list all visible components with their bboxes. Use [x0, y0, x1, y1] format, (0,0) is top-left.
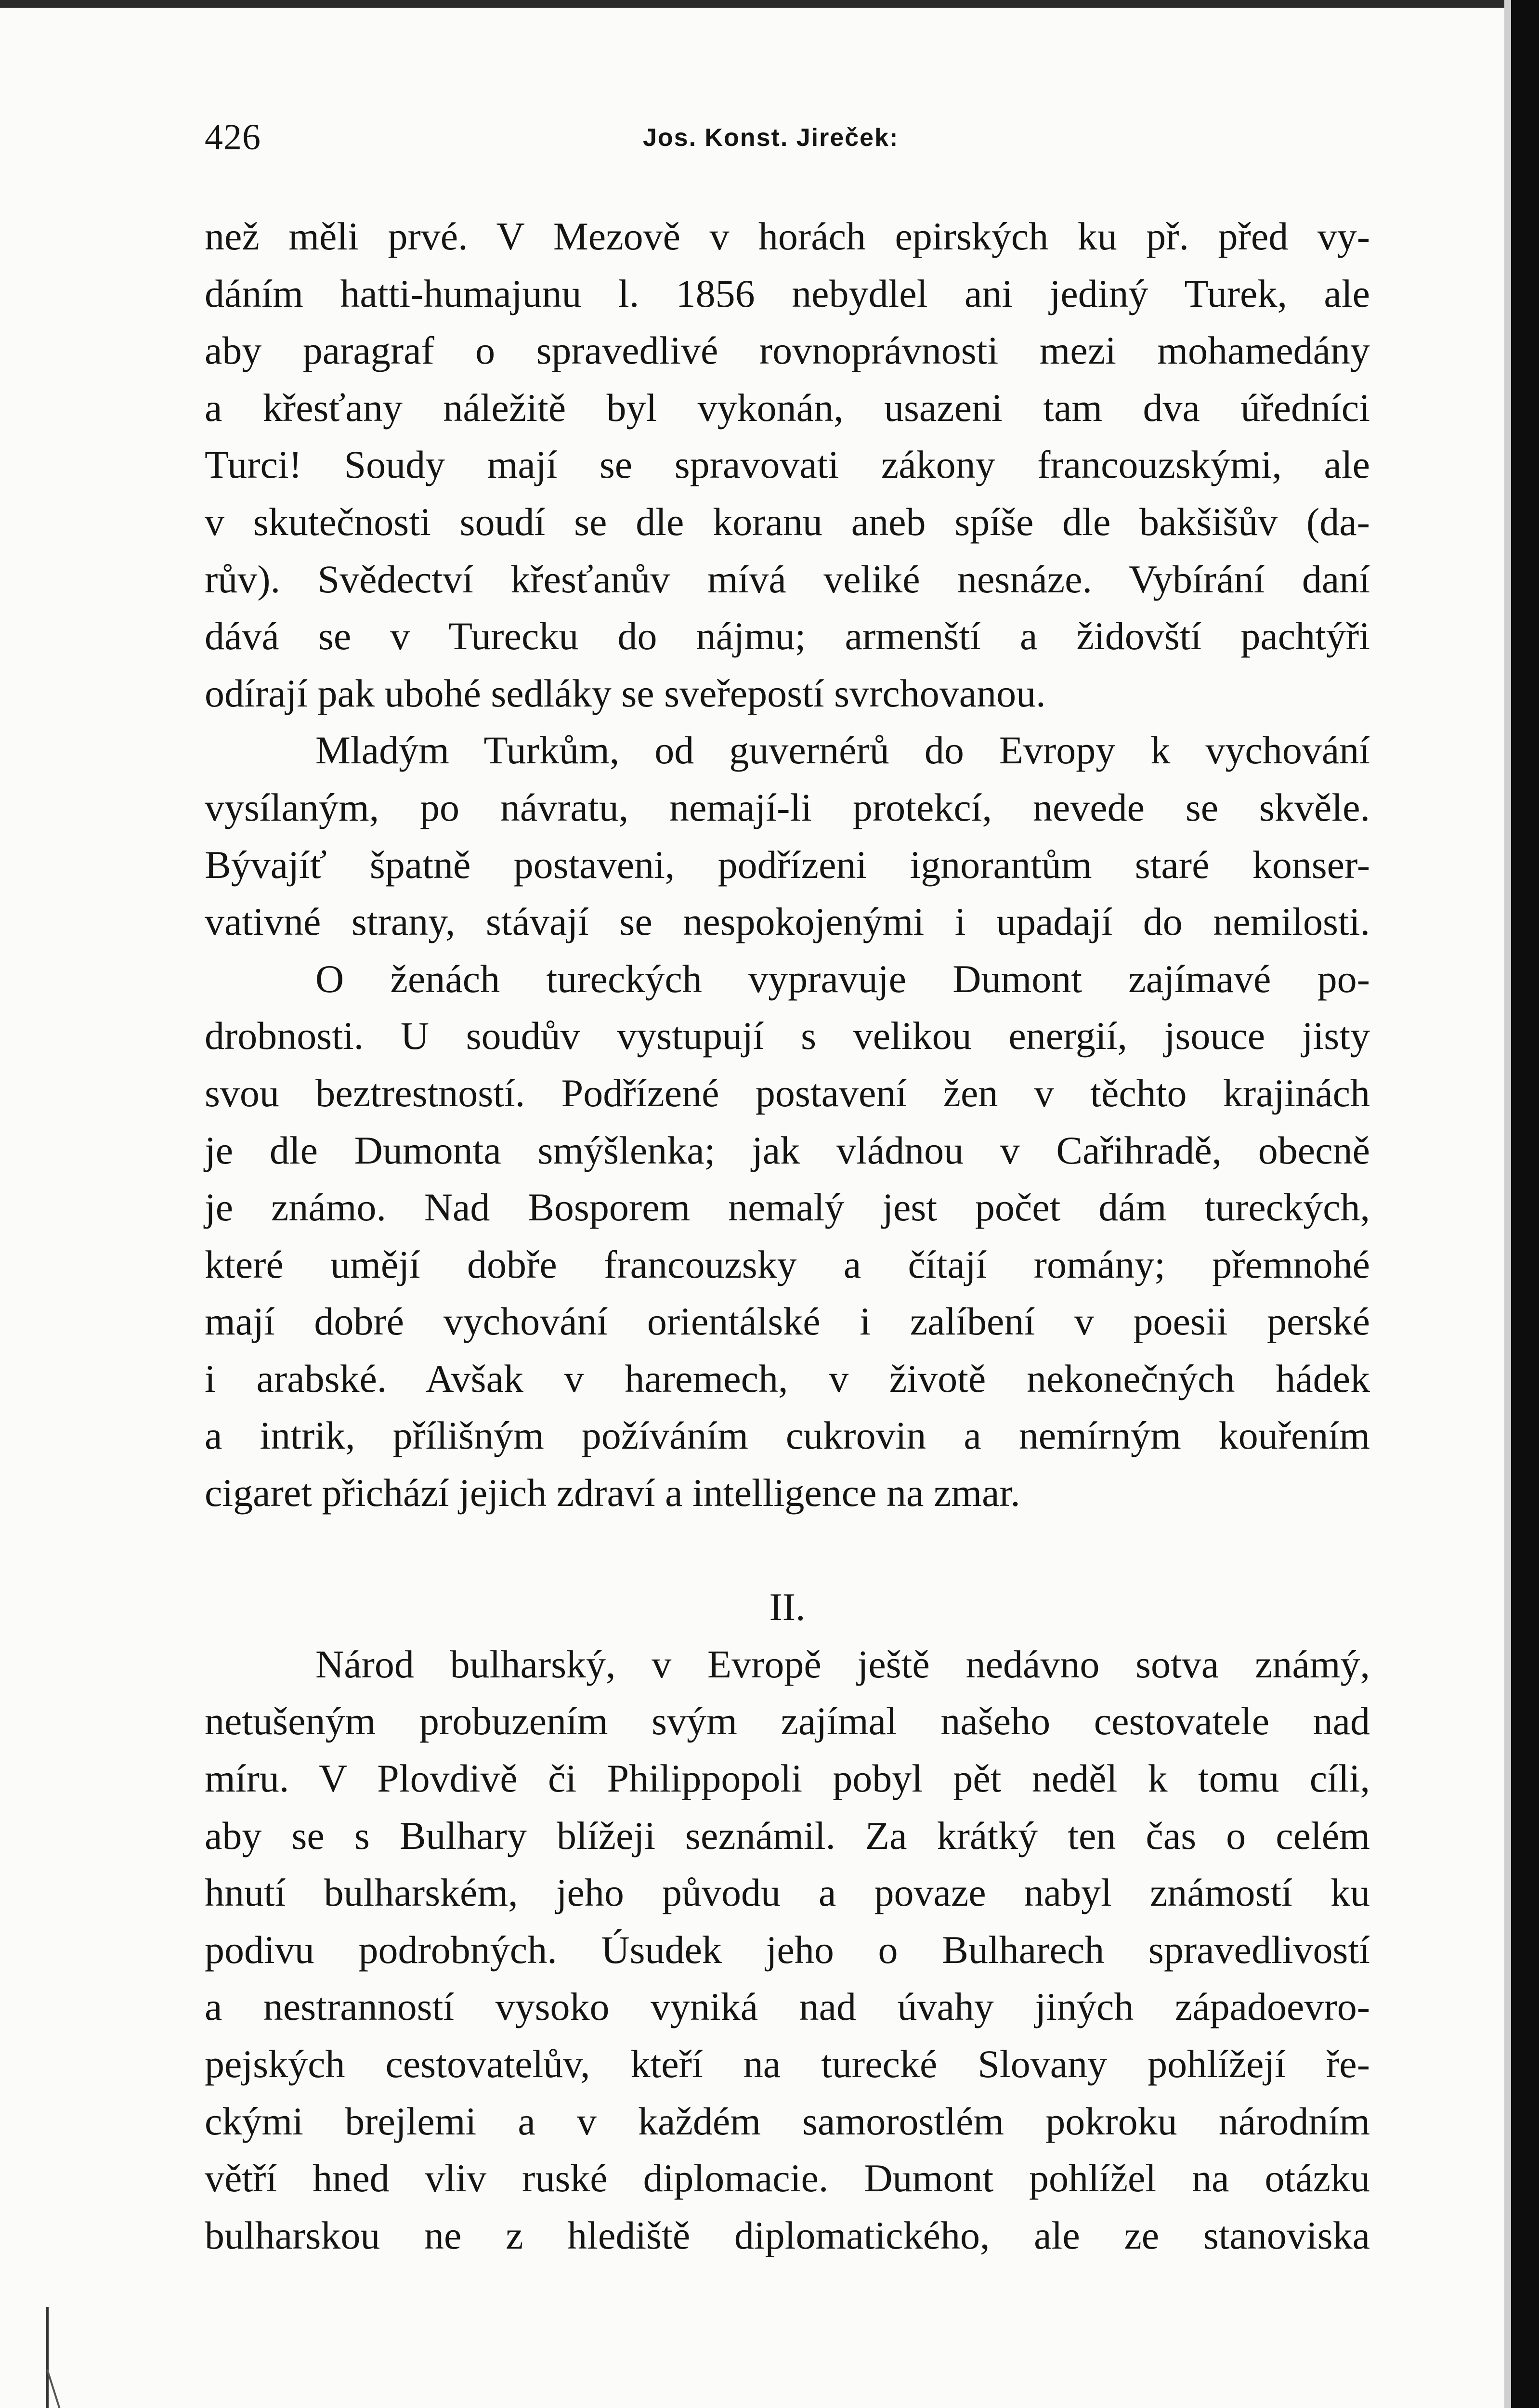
paragraph [205, 951, 1370, 1522]
text-line: svou beztrestností. Podřízené postavení žen v těchto krajinách [205, 1071, 1370, 1115]
page-body [205, 208, 1370, 2264]
text-line: hnutí bulharském, jeho původu a povaze nabyl známostí ku [205, 1871, 1370, 1915]
text-line: cigaret přichází jejich zdraví a intelligence na zmar. [205, 1471, 1020, 1515]
running-head: Jos. Konst. Jireček: [643, 124, 899, 152]
text-line: rův). Svědectví křesťanův mívá veliké nesnáze. Vybírání daní [205, 557, 1370, 601]
page-corner-fold [43, 2307, 77, 2408]
text-line: ckými brejlemi a v každém samorostlém pokroku národním [205, 2099, 1370, 2143]
text-line: bulharskou ne z hlediště diplomatického, ale ze stanoviska [205, 2213, 1370, 2257]
paragraph [205, 722, 1370, 950]
text-line: mají dobré vychování orientálské i zalíbení v poesii perské [205, 1299, 1370, 1344]
text-line: míru. V Plovdivě či Philippopoli pobyl pět neděl k tomu cíli, [205, 1756, 1370, 1801]
text-line: vysílaným, po návratu, nemají-li protekcí, nevede se skvěle. [205, 785, 1370, 829]
text-line: a intrik, přílišným požíváním cukrovin a nemírným kouřením [205, 1413, 1370, 1458]
text-line: než měli prvé. V Mezově v horách epirských ku př. před vy- [205, 214, 1370, 258]
text-line: pejských cestovatelův, kteří na turecké Slovany pohlížejí ře- [205, 2042, 1370, 2086]
scan-right-shadow [1504, 0, 1511, 2408]
text-line: netušeným probuzením svým zajímal našeho cestovatele nad [205, 1699, 1370, 1743]
text-line: je dle Dumonta smýšlenka; jak vládnou v Cařihradě, obecně [205, 1128, 1370, 1172]
text-line: aby se s Bulhary blížeji seznámil. Za krátký ten čas o celém [205, 1813, 1370, 1858]
text-line: Bývajíť špatně postaveni, podřízeni ignorantům staré konser- [205, 842, 1370, 887]
text-line: větří hned vliv ruské diplomacie. Dumont pohlížel na otázku [205, 2156, 1370, 2200]
text-line: dáním hatti-humajunu l. 1856 nebydlel ani jediný Turek, ale [205, 271, 1370, 315]
paragraph [205, 1636, 1370, 2264]
text-line: O ženách tureckých vypravuje Dumont zajímavé po- [315, 956, 1370, 1001]
text-line: Národ bulharský, v Evropě ještě nedávno sotva známý, [315, 1642, 1370, 1686]
text-line: Turci! Soudy mají se spravovati zákony francouzskými, ale [205, 443, 1370, 487]
text-line: podivu podrobných. Úsudek jeho o Bulharech spravedlivostí [205, 1927, 1370, 1972]
text-line: je známo. Nad Bosporem nemalý jest počet dám tureckých, [205, 1185, 1370, 1230]
paragraph [205, 208, 1370, 722]
scan-right-edge [1511, 0, 1539, 2408]
text-line: v skutečnosti soudí se dle koranu aneb spíše dle bakšišův (da- [205, 499, 1370, 544]
page-header [205, 111, 1370, 164]
text-line: drobnosti. U soudův vystupují s velikou energií, jsouce jisty [205, 1014, 1370, 1058]
text-line: které umějí dobře francouzsky a čítají romány; přemnohé [205, 1242, 1370, 1286]
text-line: odírají pak ubohé sedláky se sveřepostí svrchovanou. [205, 671, 1046, 715]
section-heading: II. [769, 1585, 806, 1629]
text-line: Mladým Turkům, od guvernérů do Evropy k vychování [315, 728, 1370, 772]
text-line: aby paragraf o spravedlivé rovnoprávnosti mezi mohamedány [205, 328, 1370, 373]
text-line: vativné strany, stávají se nespokojenými i upadají do nemilosti. [205, 900, 1370, 944]
scan-top-edge [0, 0, 1539, 8]
page-number: 426 [205, 117, 261, 157]
text-line: a křesťany náležitě byl vykonán, usazeni tam dva úředníci [205, 385, 1370, 430]
text-line: i arabské. Avšak v haremech, v životě nekonečných hádek [205, 1356, 1370, 1400]
text-line: a nestranností vysoko vyniká nad úvahy jiných západoevro- [205, 1985, 1370, 2029]
text-line: dává se v Turecku do nájmu; armenští a židovští pachtýři [205, 614, 1370, 658]
